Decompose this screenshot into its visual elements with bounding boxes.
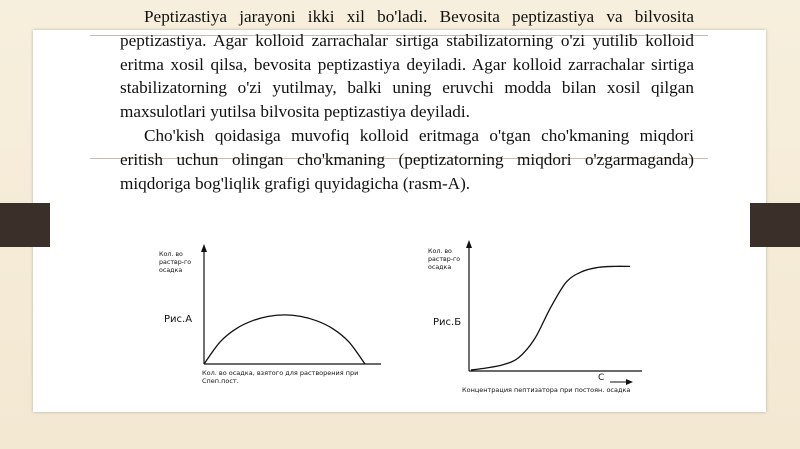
body-text xyxy=(120,5,694,195)
figure-a xyxy=(145,236,410,408)
paragraph-graph-intro: Cho'kish qoidasiga muvofiq kolloid eritmaga o'tgan cho'kmaning miqdori eritish uchun olingan cho'kmaning (peptizatorning miqdori o'zgarmaganda) miqdoriga bog'liqlik grafigi quyidagicha (rasm-A). xyxy=(120,125,694,193)
figure-b-tag: Рис.Б xyxy=(433,317,462,328)
figure-a-y-label: Кол. во раствр-го осадка xyxy=(159,251,192,274)
figure-b xyxy=(412,236,682,408)
left-decor-tab xyxy=(0,203,50,247)
figure-b-y-label: Кол. во раствр-го осадка xyxy=(428,248,461,271)
figure-a-tag: Рис.А xyxy=(164,314,193,325)
right-decor-tab xyxy=(750,203,800,247)
figure-b-y-arrow xyxy=(466,240,472,248)
figure-b-curve xyxy=(471,266,630,370)
paragraph-peptization-types: Peptizastiya jarayoni ikki xil bo'ladi. Bevosita peptizastiya va bilvosita peptizastiya. Agar kolloid zarrachalar sirtiga stabilizatorning o'zi yutilib kolloid eritma xosil qilsa, bevosita peptizastiya deyiladi. Agar kolloid zarrachalar sirtiga stabilizatorning o'zi yutilmay, balki uning eruvchi modda bilan xosil qilgan maxsulotlari yutilsa bilvosita peptizastiya deyiladi. xyxy=(120,7,694,122)
figure-b-x-label: Концентрация пептизатора при постоян. осадка xyxy=(462,386,631,394)
figure-b-c-label: С xyxy=(598,373,605,383)
figure-a-y-arrow xyxy=(201,244,207,252)
figure-b-c-arrow-head xyxy=(626,379,633,385)
figure-a-curve xyxy=(204,315,365,364)
figure-a-x-label: Кол. во осадка, взятого для растворения при Спеп.пост. xyxy=(202,369,359,385)
